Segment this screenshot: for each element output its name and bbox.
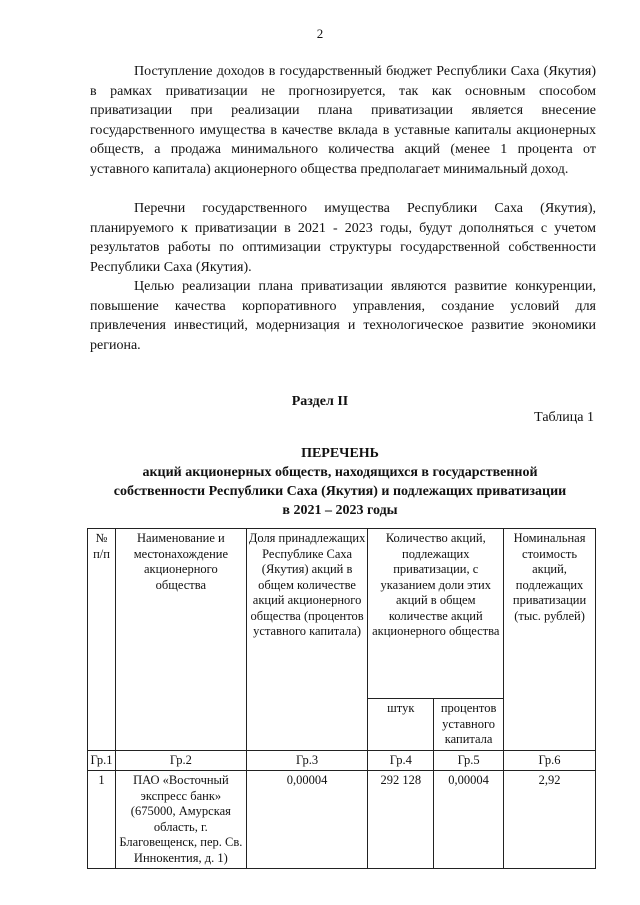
list-heading bbox=[70, 444, 610, 520]
row-pieces: 292 128 bbox=[368, 771, 434, 869]
shares-table bbox=[87, 528, 596, 869]
row-share: 0,00004 bbox=[246, 771, 368, 869]
row-no: 1 bbox=[88, 771, 116, 869]
table-row bbox=[88, 771, 596, 869]
header-quantity-percent: процентов уставного капитала bbox=[434, 699, 504, 751]
list-heading-line4: в 2021 – 2023 годы bbox=[282, 503, 398, 518]
header-share: Доля принадлежащих Республике Саха (Якутия) акций в общем количестве акций акционерного общества (процентов уставного капитала) bbox=[246, 529, 368, 751]
list-heading-line3: собственности Республики Саха (Якутия) и подлежащих приватизации bbox=[113, 484, 567, 499]
paragraph-income: Поступление доходов в государственный бюджет Республики Саха (Якутия) в рамках приватизации не прогнозируется, так как основным способом приватизации при реализации плана приватизации является внесение государственного имущества в качестве вклада в уставные капиталы акционерных обществ, а продажа минимального количества акций (менее 1 процента от уставного капитала) акционерного общества предполагает минимальный доход. bbox=[90, 64, 596, 177]
group-label: Гр.1 bbox=[88, 750, 116, 771]
page-number: 2 bbox=[316, 26, 324, 41]
row-nominal: 2,92 bbox=[504, 771, 596, 869]
header-quantity: Количество акций, подлежащих приватизации, с указанием доли этих акций в общем количестве акций акционерного общества bbox=[368, 529, 504, 699]
header-name: Наименование и местонахождение акционерного общества bbox=[115, 529, 246, 751]
list-heading-line1: ПЕРЕЧЕНЬ bbox=[301, 446, 379, 461]
paragraph-lists: Перечни государственного имущества Республики Саха (Якутия), планируемого к приватизации в 2021 - 2023 годы, будут дополняться с учетом результатов работы по оптимизации структуры государственной собственности Республики Саха (Якутия). bbox=[90, 201, 596, 275]
section-title: Раздел II bbox=[291, 394, 349, 409]
list-heading-line2: акций акционерных обществ, находящихся в государственной bbox=[142, 465, 538, 480]
group-label: Гр.6 bbox=[504, 750, 596, 771]
group-label: Гр.4 bbox=[368, 750, 434, 771]
row-percent: 0,00004 bbox=[434, 771, 504, 869]
group-label: Гр.5 bbox=[434, 750, 504, 771]
header-no: № п/п bbox=[88, 529, 116, 751]
group-label: Гр.3 bbox=[246, 750, 368, 771]
table-group-row bbox=[88, 750, 596, 771]
paragraph-goals: Целью реализации плана приватизации являются развитие конкуренции, повышение качества корпоративного управления, создание условий для привлечения инвестиций, модернизация и технологическое развитие экономики региона. bbox=[90, 279, 596, 353]
header-nominal: Номинальная стоимость акций, подлежащих приватизации (тыс. рублей) bbox=[504, 529, 596, 751]
group-label: Гр.2 bbox=[115, 750, 246, 771]
table-number: Таблица 1 bbox=[534, 410, 594, 425]
table-header-row bbox=[88, 529, 596, 699]
row-company-name: ПАО «Восточный экспресс банк» (675000, Амурская область, г. Благовещенск, пер. Св. Иннокентия, д. 1) bbox=[115, 771, 246, 869]
header-quantity-pieces: штук bbox=[368, 699, 434, 751]
